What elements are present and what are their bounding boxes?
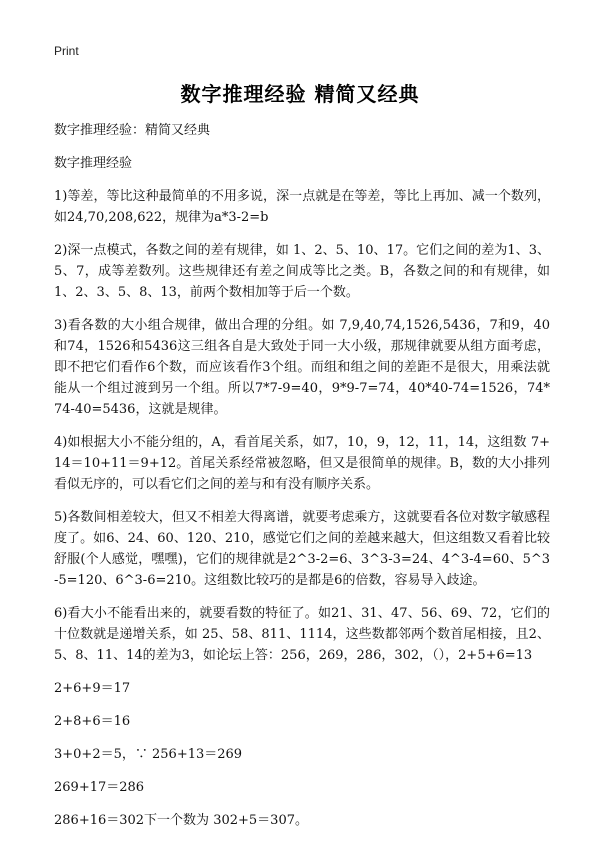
paragraph-3: 3)看各数的大小组合规律，做出合理的分组。如 7,9,40,74,1526,5436，7和9，40和74，1526和5436这三组各自是大致处于同一大小级，那规律就要从组方面考虑，即不把它们看作6个数，而应该看作3个组。而组和组之间的差距不是很大，用乘法就能从一个组过渡到另一个组。所以7*7-9=40，9*9-7=74，40*40-74=1526，74*74-40=5436，这就是规律。 xyxy=(54,318,550,417)
equation-line-4: 269+17＝286 xyxy=(54,780,145,795)
paragraph-2: 2)深一点模式，各数之间的差有规律，如 1、2、5、10、17。它们之间的差为1、3、5、7，成等差数列。这些规律还有差之间成等比之类。B，各数之间的和有规律，如1、2、3、5、8、13，前两个数相加等于后一个数。 xyxy=(54,243,550,300)
equation-line-1: 2+6+9＝17 xyxy=(54,681,131,696)
paragraph-1: 1)等差，等比这种最简单的不用多说，深一点就是在等差，等比上再加、减一个数列，如24,70,208,622，规律为a*3-2=b xyxy=(54,189,550,225)
paragraph-5: 5)各数间相差较大，但又不相差大得离谱，就要考虑乘方，这就要看各位对数字敏感程度了。如6、24、60、120、210，感觉它们之间的差越来越大，但这组数又看着比较舒服(个人感觉，嘿嘿)，它们的规律就是2^3-2=6、3^3-3=24、4^3-4=60、5^3-5=120、6^3-6=210。这组数比较巧的是都是6的倍数，容易导入歧途。 xyxy=(54,510,550,588)
section-heading: 数字推理经验 xyxy=(54,156,133,171)
paragraph-6: 6)看大小不能看出来的，就要看数的特征了。如21、31、47、56、69、72，它们的十位数就是递增关系，如 25、58、811、1114，这些数都邻两个数首尾相接，且2、5、8、11、14的差为3，如论坛上答：256，269，286，302，（），2+5+6=13 xyxy=(54,606,550,663)
paragraph-4: 4)如根据大小不能分组的，A，看首尾关系，如7，10，9，12，11，14，这组数 7+14＝10+11＝9+12。首尾关系经常被忽略，但又是很简单的规律。B，数的大小排列看似无序的，可以看它们之间的差与和有没有顺序关系。 xyxy=(54,435,550,492)
equation-line-2: 2+8+6＝16 xyxy=(54,714,131,729)
equation-line-3: 3+0+2＝5，∵ 256+13＝269 xyxy=(54,747,243,762)
equation-line-5: 286+16＝302下一个数为 302+5＝307。 xyxy=(54,813,308,828)
subtitle: 数字推理经验：精简又经典 xyxy=(54,123,211,138)
print-label: Print xyxy=(54,44,79,58)
document-body xyxy=(54,120,550,843)
document-title: 数字推理经验 精简又经典 xyxy=(180,82,420,106)
